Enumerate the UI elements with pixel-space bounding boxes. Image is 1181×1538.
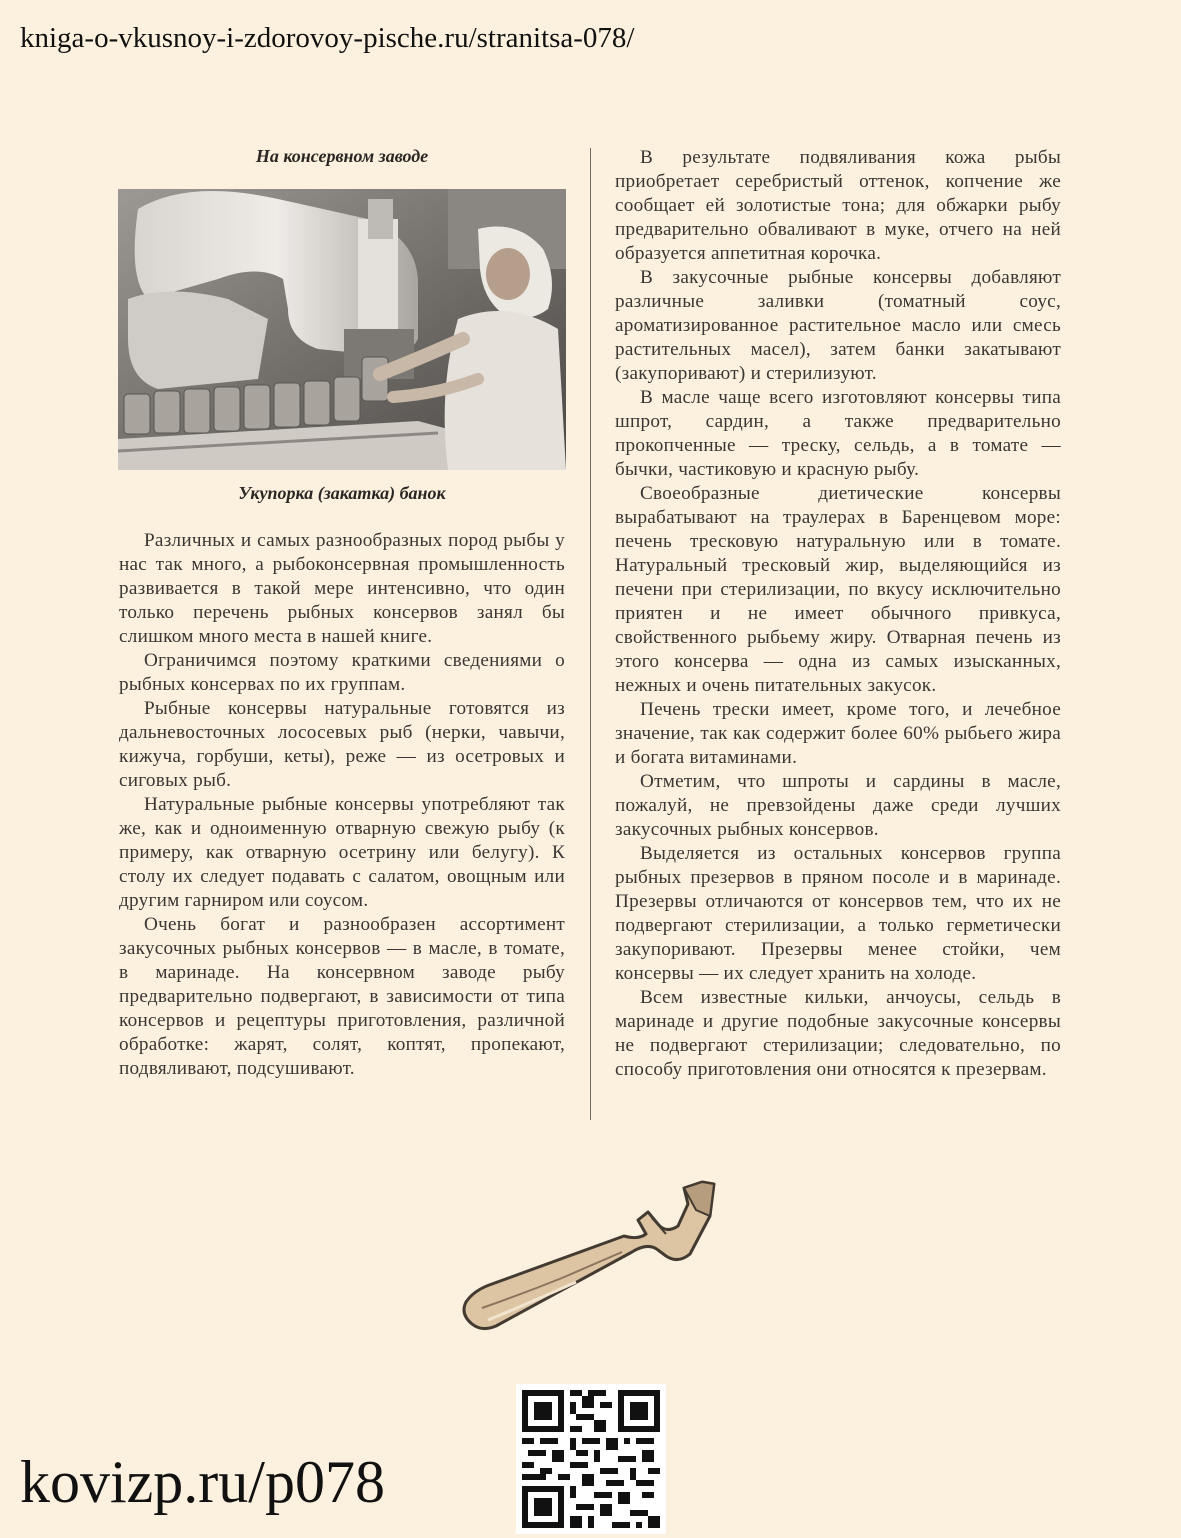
right-column xyxy=(615,146,1061,1082)
paragraph: В масле чаще всего изготовляют консервы типа шпрот, сардин, а также предварительно прокопченные — треску, сельдь, а в томате — бычки, частиковую и красную рыбу. xyxy=(615,387,1061,480)
paragraph: В закусочные рыбные консервы добавляют различные заливки (томатный соус, ароматизированное растительное масло или смесь растительных масел), затем банки закатывают (закупоривают) и стерилизуют. xyxy=(615,267,1061,384)
paragraph: Отметим, что шпроты и сардины в масле, пожалуй, не превзойдены даже среди лучших закусочных рыбных консервов. xyxy=(615,771,1061,840)
paragraph: Различных и самых разнообразных пород рыбы у нас так много, а рыбоконсервная промышленность развивается в такой мере интенсивно, что один только перечень рыбных консервов занял бы слишком много места в нашей книге. xyxy=(119,530,565,647)
paragraph: В результате подвяливания кожа рыбы приобретает серебристый оттенок, копчение же сообщает ей золотистые тона; для обжарки рыбу предварительно обваливают в муке, отчего на ней образуется аппетитная корочка. xyxy=(615,147,1061,264)
paragraph: Выделяется из остальных консервов группа рыбных презервов в пряном посоле и в маринаде. Презервы отличаются от консервов тем, что их не подвергают стерилизации, а только герметически закупоривают. Презервы менее стойки, чем консервы — их следует хранить на холоде. xyxy=(615,843,1061,984)
factory-photo xyxy=(118,189,566,470)
header-url[interactable]: kniga-o-vkusnoy-i-zdorovoy-pische.ru/stranitsa-078/ xyxy=(20,22,635,54)
paragraph: Всем известные кильки, анчоусы, сельдь в маринаде и другие подобные закусочные консервы не подвергают стерилизации; следовательно, по способу приготовления они относятся к презервам. xyxy=(615,987,1061,1080)
paragraph: Рыбные консервы натуральные готовятся из дальневосточных лососевых рыб (нерки, чавычи, кижуча, горбуши, кеты), реже — из осетровых и сиговых рыб. xyxy=(119,698,565,791)
can-opener-illustration xyxy=(452,1174,720,1336)
qr-code[interactable] xyxy=(516,1384,666,1534)
paragraph: Ограничимся поэтому краткими сведениями о рыбных консервах по их группам. xyxy=(119,650,565,695)
footer-url[interactable]: kovizp.ru/p078 xyxy=(20,1449,385,1515)
paragraph: Очень богат и разнообразен ассортимент закусочных рыбных консервов — в масле, в томате, в маринаде. На консервном заводе рыбу предварительно подвергают, в зависимости от типа консервов и рецептуры приготовления, различной обработке: жарят, солят, коптят, пропекают, подвяливают, подсушивают. xyxy=(119,914,565,1079)
figure-caption: Укупорка (закатка) банок xyxy=(238,483,446,503)
left-column xyxy=(119,529,565,1081)
figure-title: На консервном заводе xyxy=(255,146,429,166)
paragraph: Печень трески имеет, кроме того, и лечебное значение, так как содержит более 60% рыбьего жира и богата витаминами. xyxy=(615,699,1061,768)
paragraph: Натуральные рыбные консервы употребляют так же, как и одноименную отварную свежую рыбу (к примеру, как отварную осетрину или белугу). К столу их следует подавать с салатом, овощным или другим гарниром или соусом. xyxy=(119,794,565,911)
column-divider xyxy=(590,148,591,1120)
paragraph: Своеобразные диетические консервы вырабатывают на траулерах в Баренцевом море: печень тресковую натуральную или в томате. Натуральный тресковый жир, выделяющийся из печени при стерилизации, по вкусу исключительно приятен и не имеет обычного привкуса, свойственного рыбьему жиру. Отварная печень из этого консерва — одна из самых изысканных, нежных и очень питательных закусок. xyxy=(615,483,1061,696)
